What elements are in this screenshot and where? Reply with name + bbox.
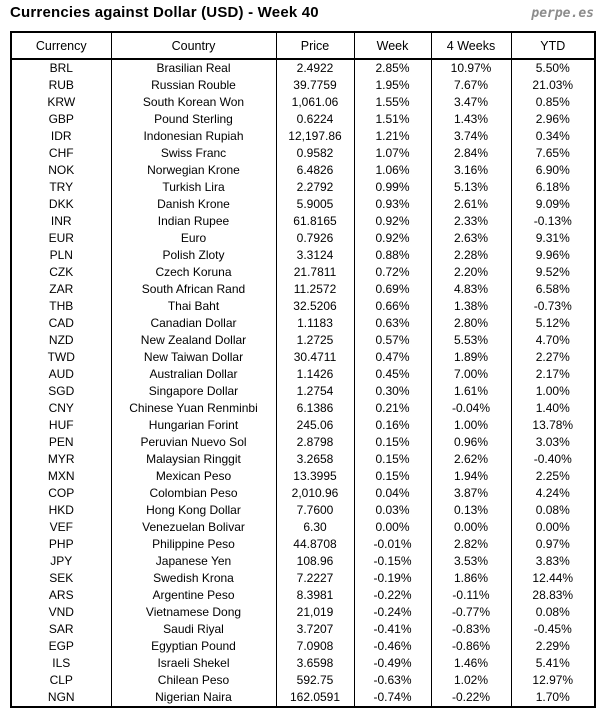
price-cell: 1,061.06 <box>276 94 354 111</box>
price-cell: 0.6224 <box>276 111 354 128</box>
currency-code-cell: PHP <box>11 536 111 553</box>
price-cell: 2.8798 <box>276 434 354 451</box>
country-cell: Euro <box>111 230 276 247</box>
currency-code-cell: SEK <box>11 570 111 587</box>
ytd-cell: -0.40% <box>511 451 595 468</box>
four-weeks-cell: 2.63% <box>431 230 511 247</box>
price-cell: 21.7811 <box>276 264 354 281</box>
price-cell: 30.4711 <box>276 349 354 366</box>
ytd-cell: 4.70% <box>511 332 595 349</box>
table-row <box>11 400 595 417</box>
four-weeks-cell: 3.47% <box>431 94 511 111</box>
four-weeks-cell: 2.82% <box>431 536 511 553</box>
four-weeks-cell: -0.86% <box>431 638 511 655</box>
week-cell: 0.69% <box>354 281 431 298</box>
ytd-cell: 1.40% <box>511 400 595 417</box>
currency-code-cell: DKK <box>11 196 111 213</box>
currency-code-cell: TRY <box>11 179 111 196</box>
week-cell: 0.99% <box>354 179 431 196</box>
ytd-cell: 6.58% <box>511 281 595 298</box>
table-header-row <box>11 32 595 59</box>
country-cell: New Taiwan Dollar <box>111 349 276 366</box>
table-row <box>11 298 595 315</box>
table-row <box>11 638 595 655</box>
currency-code-cell: COP <box>11 485 111 502</box>
table-row <box>11 655 595 672</box>
ytd-cell: 5.50% <box>511 59 595 77</box>
week-cell: -0.15% <box>354 553 431 570</box>
table-row <box>11 672 595 689</box>
country-cell: South Korean Won <box>111 94 276 111</box>
week-cell: 0.88% <box>354 247 431 264</box>
four-weeks-cell: 3.16% <box>431 162 511 179</box>
table-row <box>11 502 595 519</box>
price-cell: 12,197.86 <box>276 128 354 145</box>
titlebar <box>10 4 596 28</box>
four-weeks-cell: -0.11% <box>431 587 511 604</box>
week-cell: 0.15% <box>354 468 431 485</box>
price-cell: 39.7759 <box>276 77 354 94</box>
week-cell: 1.55% <box>354 94 431 111</box>
currency-code-cell: IDR <box>11 128 111 145</box>
page-title: Currencies against Dollar (USD) - Week 40 <box>10 4 319 21</box>
ytd-cell: 6.18% <box>511 179 595 196</box>
ytd-cell: 9.52% <box>511 264 595 281</box>
ytd-cell: 5.41% <box>511 655 595 672</box>
week-cell: -0.22% <box>354 587 431 604</box>
ytd-cell: 0.34% <box>511 128 595 145</box>
four-weeks-cell: 0.96% <box>431 434 511 451</box>
ytd-cell: 3.03% <box>511 434 595 451</box>
currency-code-cell: CZK <box>11 264 111 281</box>
four-weeks-cell: 10.97% <box>431 59 511 77</box>
four-weeks-cell: 0.13% <box>431 502 511 519</box>
table-row <box>11 247 595 264</box>
price-cell: 1.1426 <box>276 366 354 383</box>
table-row <box>11 264 595 281</box>
price-cell: 8.3981 <box>276 587 354 604</box>
country-cell: Indian Rupee <box>111 213 276 230</box>
table-row <box>11 383 595 400</box>
four-weeks-cell: -0.77% <box>431 604 511 621</box>
country-cell: Nigerian Naira <box>111 689 276 707</box>
table-body <box>11 59 595 707</box>
currency-code-cell: CAD <box>11 315 111 332</box>
column-header-country: Country <box>111 32 276 59</box>
price-cell: 11.2572 <box>276 281 354 298</box>
four-weeks-cell: -0.04% <box>431 400 511 417</box>
country-cell: Singapore Dollar <box>111 383 276 400</box>
week-cell: 0.00% <box>354 519 431 536</box>
table-row <box>11 162 595 179</box>
country-cell: Saudi Riyal <box>111 621 276 638</box>
currency-code-cell: GBP <box>11 111 111 128</box>
price-cell: 592.75 <box>276 672 354 689</box>
country-cell: South African Rand <box>111 281 276 298</box>
currency-code-cell: MXN <box>11 468 111 485</box>
week-cell: 0.15% <box>354 434 431 451</box>
table-row <box>11 315 595 332</box>
price-cell: 3.3124 <box>276 247 354 264</box>
currency-code-cell: VEF <box>11 519 111 536</box>
week-cell: 1.95% <box>354 77 431 94</box>
ytd-cell: 21.03% <box>511 77 595 94</box>
four-weeks-cell: 2.62% <box>431 451 511 468</box>
week-cell: 0.45% <box>354 366 431 383</box>
country-cell: Swiss Franc <box>111 145 276 162</box>
currency-code-cell: SAR <box>11 621 111 638</box>
four-weeks-cell: 5.53% <box>431 332 511 349</box>
week-cell: -0.74% <box>354 689 431 707</box>
price-cell: 1.2725 <box>276 332 354 349</box>
price-cell: 3.2658 <box>276 451 354 468</box>
currency-code-cell: NZD <box>11 332 111 349</box>
week-cell: 2.85% <box>354 59 431 77</box>
table-row <box>11 536 595 553</box>
price-cell: 1.2754 <box>276 383 354 400</box>
four-weeks-cell: 3.53% <box>431 553 511 570</box>
currency-code-cell: EGP <box>11 638 111 655</box>
table-row <box>11 417 595 434</box>
currency-code-cell: VND <box>11 604 111 621</box>
price-cell: 6.4826 <box>276 162 354 179</box>
country-cell: New Zealand Dollar <box>111 332 276 349</box>
ytd-cell: 0.00% <box>511 519 595 536</box>
currency-code-cell: HKD <box>11 502 111 519</box>
ytd-cell: 4.24% <box>511 485 595 502</box>
week-cell: 1.06% <box>354 162 431 179</box>
currency-code-cell: EUR <box>11 230 111 247</box>
price-cell: 2.2792 <box>276 179 354 196</box>
country-cell: Turkish Lira <box>111 179 276 196</box>
brand-logo: perpe.es <box>531 6 594 21</box>
currency-code-cell: NOK <box>11 162 111 179</box>
week-cell: 0.93% <box>354 196 431 213</box>
currency-code-cell: THB <box>11 298 111 315</box>
price-cell: 5.9005 <box>276 196 354 213</box>
country-cell: Chilean Peso <box>111 672 276 689</box>
country-cell: Japanese Yen <box>111 553 276 570</box>
week-cell: -0.49% <box>354 655 431 672</box>
price-cell: 7.0908 <box>276 638 354 655</box>
price-cell: 1.1183 <box>276 315 354 332</box>
ytd-cell: 0.97% <box>511 536 595 553</box>
currency-code-cell: PEN <box>11 434 111 451</box>
price-cell: 3.6598 <box>276 655 354 672</box>
country-cell: Danish Krone <box>111 196 276 213</box>
column-header-price: Price <box>276 32 354 59</box>
four-weeks-cell: 2.33% <box>431 213 511 230</box>
four-weeks-cell: 1.38% <box>431 298 511 315</box>
country-cell: Polish Zloty <box>111 247 276 264</box>
four-weeks-cell: 1.86% <box>431 570 511 587</box>
ytd-cell: -0.13% <box>511 213 595 230</box>
ytd-cell: 9.09% <box>511 196 595 213</box>
week-cell: 1.21% <box>354 128 431 145</box>
week-cell: 0.04% <box>354 485 431 502</box>
table-row <box>11 59 595 77</box>
country-cell: Peruvian Nuevo Sol <box>111 434 276 451</box>
country-cell: Swedish Krona <box>111 570 276 587</box>
week-cell: -0.24% <box>354 604 431 621</box>
ytd-cell: 3.83% <box>511 553 595 570</box>
four-weeks-cell: 3.87% <box>431 485 511 502</box>
table-row <box>11 77 595 94</box>
country-cell: Indonesian Rupiah <box>111 128 276 145</box>
currency-table <box>10 31 596 708</box>
four-weeks-cell: 1.61% <box>431 383 511 400</box>
country-cell: Thai Baht <box>111 298 276 315</box>
currency-code-cell: BRL <box>11 59 111 77</box>
table-row <box>11 366 595 383</box>
currency-code-cell: HUF <box>11 417 111 434</box>
price-cell: 245.06 <box>276 417 354 434</box>
four-weeks-cell: 2.61% <box>431 196 511 213</box>
currency-code-cell: ILS <box>11 655 111 672</box>
table-row <box>11 604 595 621</box>
ytd-cell: 0.08% <box>511 502 595 519</box>
currency-code-cell: ZAR <box>11 281 111 298</box>
table-row <box>11 179 595 196</box>
four-weeks-cell: 1.89% <box>431 349 511 366</box>
four-weeks-cell: 1.94% <box>431 468 511 485</box>
country-cell: Canadian Dollar <box>111 315 276 332</box>
four-weeks-cell: -0.22% <box>431 689 511 707</box>
four-weeks-cell: 2.28% <box>431 247 511 264</box>
price-cell: 61.8165 <box>276 213 354 230</box>
currency-code-cell: AUD <box>11 366 111 383</box>
four-weeks-cell: 7.00% <box>431 366 511 383</box>
four-weeks-cell: 0.00% <box>431 519 511 536</box>
price-cell: 108.96 <box>276 553 354 570</box>
table-row <box>11 145 595 162</box>
table-row <box>11 485 595 502</box>
ytd-cell: 7.65% <box>511 145 595 162</box>
table-row <box>11 468 595 485</box>
ytd-cell: 12.97% <box>511 672 595 689</box>
price-cell: 2,010.96 <box>276 485 354 502</box>
currency-code-cell: KRW <box>11 94 111 111</box>
week-cell: -0.46% <box>354 638 431 655</box>
country-cell: Israeli Shekel <box>111 655 276 672</box>
price-cell: 2.4922 <box>276 59 354 77</box>
country-cell: Malaysian Ringgit <box>111 451 276 468</box>
ytd-cell: 5.12% <box>511 315 595 332</box>
currency-code-cell: TWD <box>11 349 111 366</box>
column-header-ytd: YTD <box>511 32 595 59</box>
country-cell: Norwegian Krone <box>111 162 276 179</box>
ytd-cell: 13.78% <box>511 417 595 434</box>
currency-code-cell: PLN <box>11 247 111 264</box>
ytd-cell: 2.17% <box>511 366 595 383</box>
country-cell: Vietnamese Dong <box>111 604 276 621</box>
ytd-cell: 1.70% <box>511 689 595 707</box>
price-cell: 3.7207 <box>276 621 354 638</box>
four-weeks-cell: 2.80% <box>431 315 511 332</box>
ytd-cell: 2.29% <box>511 638 595 655</box>
currency-code-cell: NGN <box>11 689 111 707</box>
price-cell: 7.2227 <box>276 570 354 587</box>
ytd-cell: 28.83% <box>511 587 595 604</box>
price-cell: 6.30 <box>276 519 354 536</box>
country-cell: Mexican Peso <box>111 468 276 485</box>
table-row <box>11 689 595 707</box>
table-row <box>11 281 595 298</box>
price-cell: 32.5206 <box>276 298 354 315</box>
currency-code-cell: CLP <box>11 672 111 689</box>
four-weeks-cell: 1.43% <box>431 111 511 128</box>
four-weeks-cell: 1.02% <box>431 672 511 689</box>
week-cell: 0.16% <box>354 417 431 434</box>
ytd-cell: 9.31% <box>511 230 595 247</box>
currency-code-cell: MYR <box>11 451 111 468</box>
week-cell: 0.47% <box>354 349 431 366</box>
column-header-week: Week <box>354 32 431 59</box>
country-cell: Hungarian Forint <box>111 417 276 434</box>
ytd-cell: 9.96% <box>511 247 595 264</box>
week-cell: -0.63% <box>354 672 431 689</box>
week-cell: 0.15% <box>354 451 431 468</box>
country-cell: Pound Sterling <box>111 111 276 128</box>
table-row <box>11 349 595 366</box>
ytd-cell: 0.85% <box>511 94 595 111</box>
price-cell: 162.0591 <box>276 689 354 707</box>
table-row <box>11 570 595 587</box>
week-cell: -0.19% <box>354 570 431 587</box>
ytd-cell: -0.45% <box>511 621 595 638</box>
ytd-cell: 2.27% <box>511 349 595 366</box>
week-cell: 0.92% <box>354 230 431 247</box>
table-row <box>11 128 595 145</box>
four-weeks-cell: 1.46% <box>431 655 511 672</box>
country-cell: Egyptian Pound <box>111 638 276 655</box>
ytd-cell: 0.08% <box>511 604 595 621</box>
price-cell: 7.7600 <box>276 502 354 519</box>
country-cell: Brasilian Real <box>111 59 276 77</box>
table-row <box>11 196 595 213</box>
country-cell: Colombian Peso <box>111 485 276 502</box>
ytd-cell: 12.44% <box>511 570 595 587</box>
week-cell: 0.92% <box>354 213 431 230</box>
week-cell: 1.07% <box>354 145 431 162</box>
four-weeks-cell: -0.83% <box>431 621 511 638</box>
price-cell: 44.8708 <box>276 536 354 553</box>
currency-code-cell: CNY <box>11 400 111 417</box>
country-cell: Hong Kong Dollar <box>111 502 276 519</box>
table-row <box>11 451 595 468</box>
week-cell: 0.66% <box>354 298 431 315</box>
table-row <box>11 332 595 349</box>
table-row <box>11 519 595 536</box>
country-cell: Venezuelan Bolivar <box>111 519 276 536</box>
currency-code-cell: JPY <box>11 553 111 570</box>
price-cell: 0.7926 <box>276 230 354 247</box>
ytd-cell: 2.96% <box>511 111 595 128</box>
week-cell: 0.21% <box>354 400 431 417</box>
country-cell: Australian Dollar <box>111 366 276 383</box>
table-row <box>11 587 595 604</box>
week-cell: 0.63% <box>354 315 431 332</box>
price-cell: 21,019 <box>276 604 354 621</box>
four-weeks-cell: 2.20% <box>431 264 511 281</box>
table-row <box>11 434 595 451</box>
currency-code-cell: SGD <box>11 383 111 400</box>
country-cell: Russian Rouble <box>111 77 276 94</box>
ytd-cell: -0.73% <box>511 298 595 315</box>
table-row <box>11 621 595 638</box>
four-weeks-cell: 2.84% <box>431 145 511 162</box>
table-row <box>11 111 595 128</box>
week-cell: 1.51% <box>354 111 431 128</box>
week-cell: 0.30% <box>354 383 431 400</box>
column-header-currency: Currency <box>11 32 111 59</box>
week-cell: 0.72% <box>354 264 431 281</box>
ytd-cell: 6.90% <box>511 162 595 179</box>
week-cell: -0.41% <box>354 621 431 638</box>
four-weeks-cell: 4.83% <box>431 281 511 298</box>
currency-code-cell: RUB <box>11 77 111 94</box>
country-cell: Argentine Peso <box>111 587 276 604</box>
four-weeks-cell: 7.67% <box>431 77 511 94</box>
currency-code-cell: INR <box>11 213 111 230</box>
price-cell: 6.1386 <box>276 400 354 417</box>
price-cell: 13.3995 <box>276 468 354 485</box>
price-cell: 0.9582 <box>276 145 354 162</box>
ytd-cell: 1.00% <box>511 383 595 400</box>
currency-code-cell: CHF <box>11 145 111 162</box>
country-cell: Czech Koruna <box>111 264 276 281</box>
four-weeks-cell: 1.00% <box>431 417 511 434</box>
week-cell: 0.57% <box>354 332 431 349</box>
week-cell: -0.01% <box>354 536 431 553</box>
column-header-4-weeks: 4 Weeks <box>431 32 511 59</box>
table-row <box>11 553 595 570</box>
table-row <box>11 230 595 247</box>
four-weeks-cell: 5.13% <box>431 179 511 196</box>
ytd-cell: 2.25% <box>511 468 595 485</box>
table-row <box>11 94 595 111</box>
country-cell: Chinese Yuan Renminbi <box>111 400 276 417</box>
country-cell: Philippine Peso <box>111 536 276 553</box>
week-cell: 0.03% <box>354 502 431 519</box>
currency-code-cell: ARS <box>11 587 111 604</box>
table-row <box>11 213 595 230</box>
four-weeks-cell: 3.74% <box>431 128 511 145</box>
